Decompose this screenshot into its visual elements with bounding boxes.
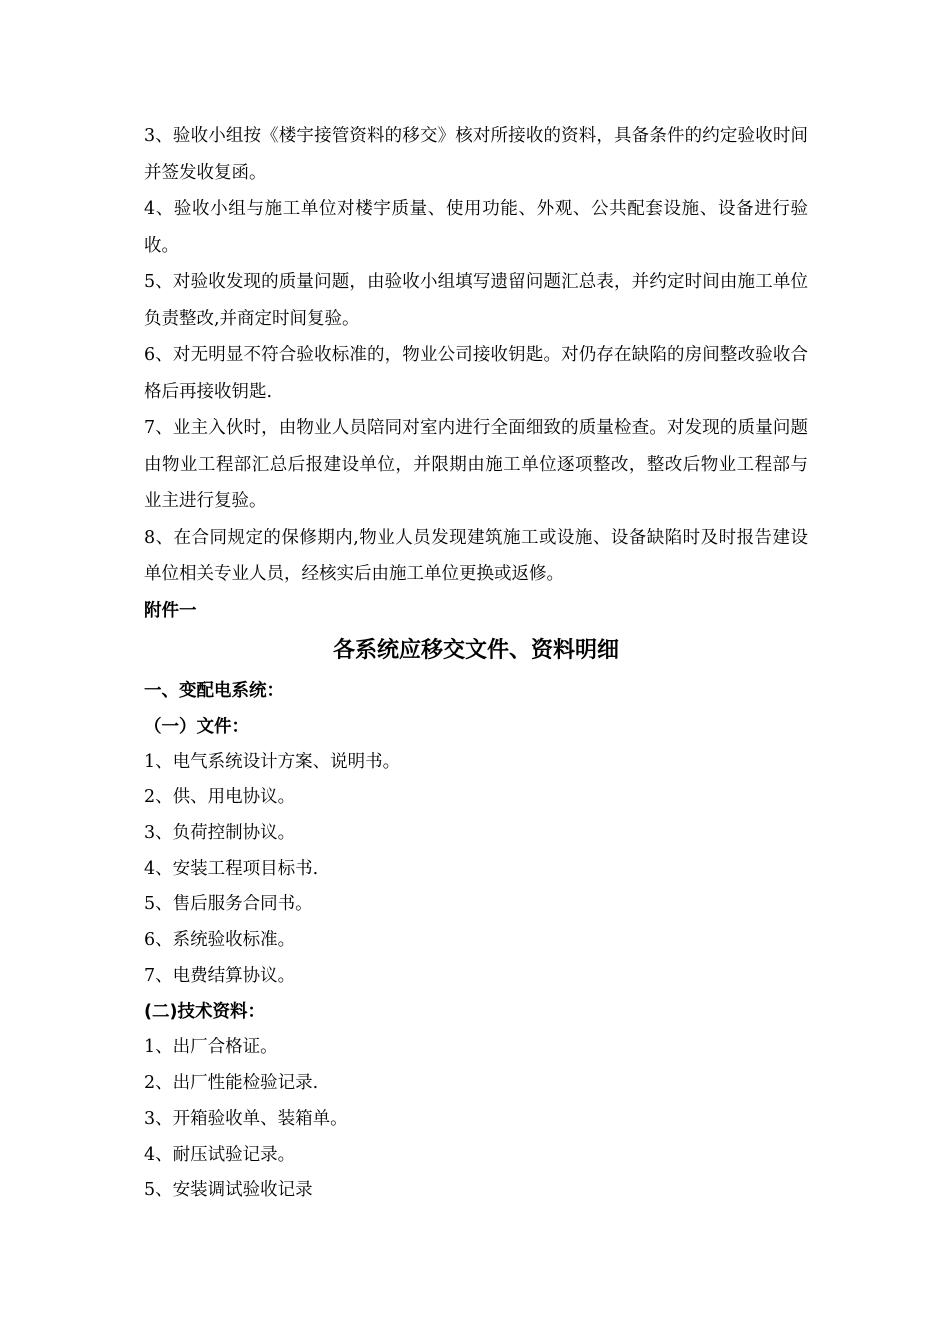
paragraph-item-7: 7、业主入伙时，由物业人员陪同对室内进行全面细致的质量检查。对发现的质量问题由物业工程部汇总后报建设单位，并限期由施工单位逐项整改，整改后物业工程部与业主进行复验。 [144,418,808,511]
list-item: 1、电气系统设计方案、说明书。 [144,751,401,772]
list-item: 7、电费结算协议。 [144,965,296,986]
list-item: 3、负荷控制协议。 [144,822,296,843]
list-item: 5、安装调试验收记录 [144,1180,313,1201]
list-item: 4、安装工程项目标书. [144,858,319,879]
subsection-heading-files: （一）文件： [144,716,249,737]
list-item: 4、耐压试验记录。 [144,1144,296,1165]
document-body [144,118,808,1209]
paragraph-item-4: 4、验收小组与施工单位对楼宇质量、使用功能、外观、公共配套设施、设备进行验收。 [144,199,808,256]
paragraph-item-3: 3、验收小组按《楼宇接管资料的移交》核对所接收的资料，具备条件的约定验收时间并签发收复函。 [144,126,808,183]
list-item: 2、出厂性能检验记录. [144,1073,319,1094]
document-title: 各系统应移交文件、资料明细 [332,637,619,663]
list-item: 5、售后服务合同书。 [144,894,313,915]
section-heading: 一、变配电系统： [144,680,284,701]
subsection-heading-technical-docs: (二)技术资料： [144,1002,265,1023]
paragraph-item-8: 8、在合同规定的保修期内,物业人员发现建筑施工或设施、设备缺陷时及时报告建设单位相关专业人员，经核实后由施工单位更换或返修。 [144,527,808,584]
list-item: 3、开箱验收单、装箱单。 [144,1108,348,1129]
paragraph-item-6: 6、对无明显不符合验收标准的，物业公司接收钥匙。对仍存在缺陷的房间整改验收合格后再接收钥匙. [144,345,808,402]
list-item: 1、出厂合格证。 [144,1037,278,1058]
paragraph-item-5: 5、对验收发现的质量问题，由验收小组填写遗留问题汇总表，并约定时间由施工单位负责整改,并商定时间复验。 [144,272,808,329]
list-item: 6、系统验收标准。 [144,930,296,951]
attachment-label: 附件一 [144,600,197,621]
list-item: 2、供、用电协议。 [144,787,296,808]
